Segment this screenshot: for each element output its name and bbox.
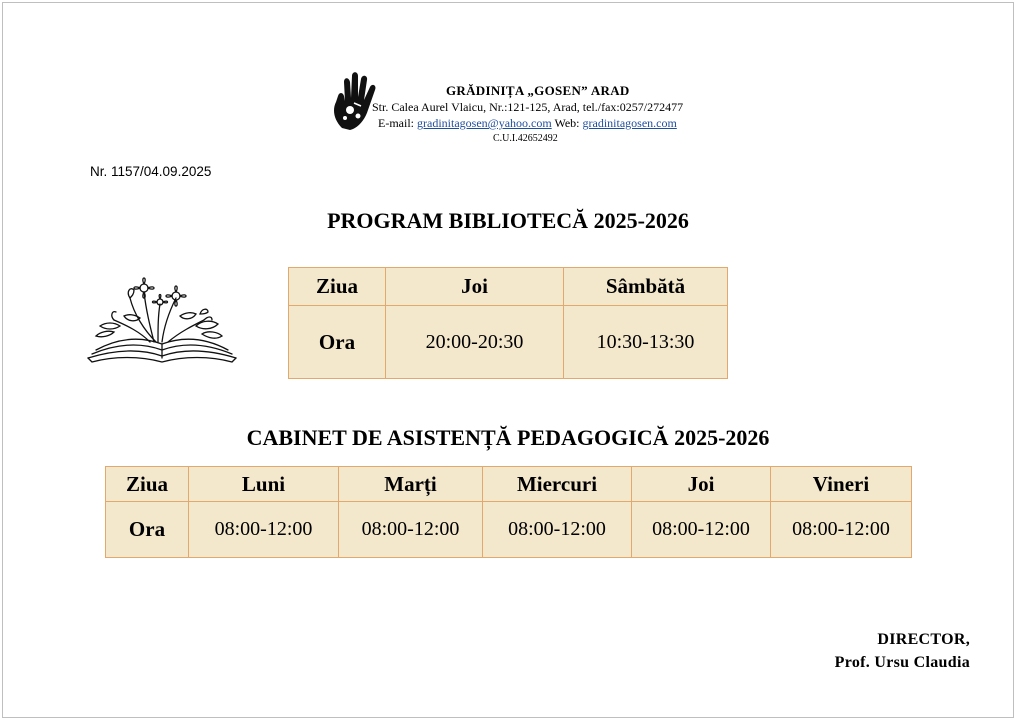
cabinet-header-cell: Marți bbox=[339, 467, 483, 502]
table-row bbox=[289, 306, 728, 379]
kindergarten-address: Str. Calea Aurel Vlaicu, Nr.:121-125, Arad, tel./fax:0257/272477 bbox=[372, 100, 684, 114]
director-role: DIRECTOR, bbox=[877, 631, 970, 648]
email-link[interactable]: gradinitagosen@yahoo.com bbox=[417, 116, 552, 130]
document-number: Nr. 1157/04.09.2025 bbox=[90, 164, 212, 179]
library-header-cell: Joi bbox=[386, 268, 564, 306]
table-row bbox=[289, 268, 728, 306]
cabinet-header-cell: Joi bbox=[632, 467, 771, 502]
email-label: E-mail: bbox=[378, 116, 414, 130]
cabinet-time-cell: 08:00-12:00 bbox=[632, 502, 771, 558]
cabinet-header-cell: Ziua bbox=[106, 467, 189, 502]
cabinet-time-cell: 08:00-12:00 bbox=[483, 502, 632, 558]
web-link[interactable]: gradinitagosen.com bbox=[582, 116, 677, 130]
cabinet-row-label: Ora bbox=[106, 502, 189, 558]
kindergarten-contact bbox=[378, 116, 677, 131]
table-row bbox=[106, 467, 912, 502]
director-name: Prof. Ursu Claudia bbox=[834, 654, 970, 671]
cabinet-schedule-table bbox=[105, 466, 912, 558]
library-time-cell: 20:00-20:30 bbox=[386, 306, 564, 379]
kindergarten-cui: C.U.I.42652492 bbox=[493, 133, 558, 144]
cabinet-time-cell: 08:00-12:00 bbox=[339, 502, 483, 558]
cabinet-title: CABINET DE ASISTENȚĂ PEDAGOGICĂ 2025-2026 bbox=[246, 425, 770, 450]
kindergarten-name: GRĂDINIȚA „GOSEN” ARAD bbox=[446, 83, 630, 98]
library-time-cell: 10:30-13:30 bbox=[564, 306, 728, 379]
cabinet-time-cell: 08:00-12:00 bbox=[189, 502, 339, 558]
signature-block bbox=[835, 628, 970, 674]
cabinet-header-cell: Miercuri bbox=[483, 467, 632, 502]
letterhead bbox=[328, 70, 748, 146]
library-header-cell: Ziua bbox=[289, 268, 386, 306]
library-title: PROGRAM BIBLIOTECĂ 2025-2026 bbox=[327, 208, 689, 233]
cabinet-header-cell: Vineri bbox=[771, 467, 912, 502]
table-row bbox=[106, 502, 912, 558]
cabinet-time-cell: 08:00-12:00 bbox=[771, 502, 912, 558]
cabinet-header-cell: Luni bbox=[189, 467, 339, 502]
library-header-cell: Sâmbătă bbox=[564, 268, 728, 306]
library-row-label: Ora bbox=[289, 306, 386, 379]
web-label: Web: bbox=[554, 116, 580, 130]
library-schedule-table bbox=[288, 267, 728, 379]
flowers-open-book-icon bbox=[84, 270, 240, 366]
